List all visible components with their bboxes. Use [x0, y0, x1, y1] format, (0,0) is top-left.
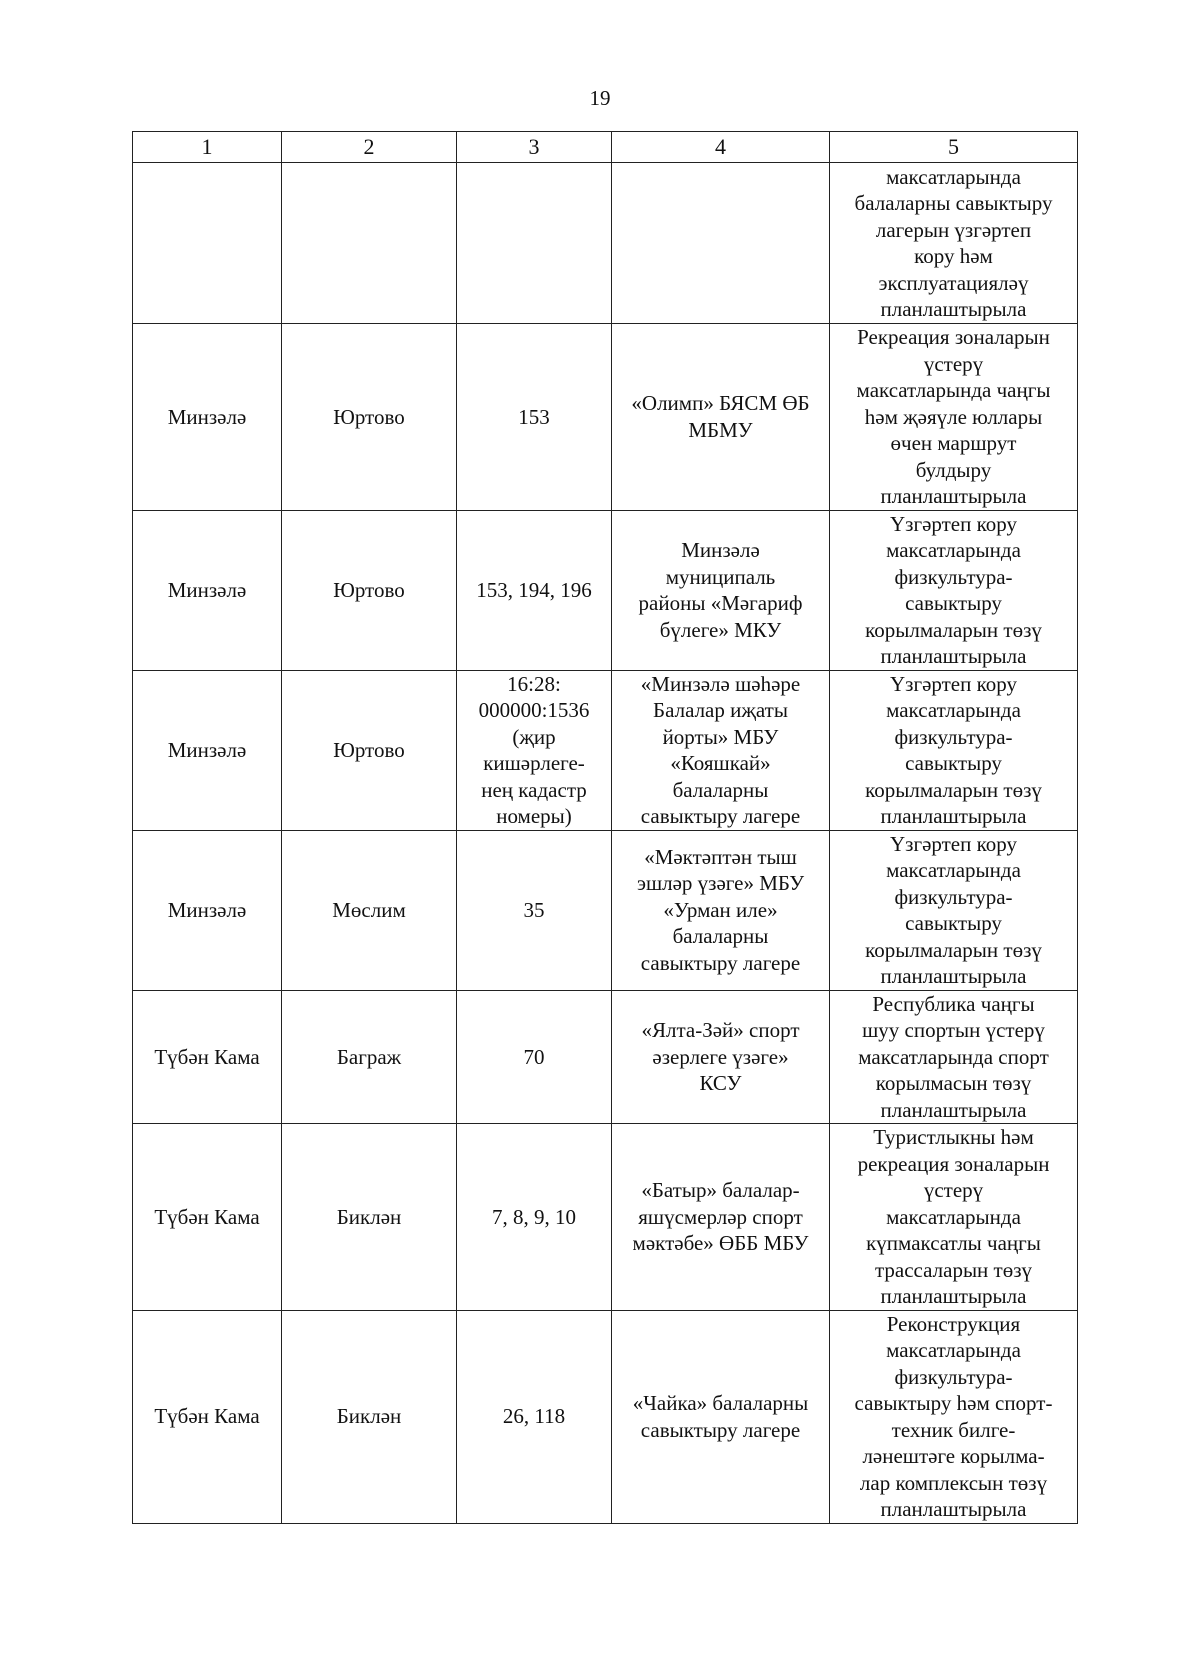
cell-text-line: МБМУ	[688, 417, 753, 442]
cell-text-line: Үзгәртеп кору	[890, 511, 1017, 536]
organization-cell	[612, 830, 830, 990]
cell-text-line: 26, 118	[502, 1404, 566, 1429]
cell-text-line: физкультура-	[894, 724, 1013, 749]
page-number: 19	[589, 86, 611, 110]
cell-text-line: 153, 194, 196	[476, 577, 592, 602]
organization-cell	[612, 1310, 830, 1523]
cell-text-line: эшләр үзәге» МБУ	[636, 871, 805, 896]
cell-text-line: Минзәлә	[167, 404, 247, 429]
settlement-cell	[282, 163, 457, 324]
cell-text-line: районы «Мәгариф	[638, 591, 803, 615]
cell-text-line: бүлеге» МКУ	[659, 617, 782, 642]
table-row	[133, 670, 1078, 830]
quarters-cell	[457, 1124, 612, 1311]
cell-text-line: шуу спортын үстерү	[862, 1018, 1045, 1042]
cell-text-line: «Кояшкай»	[670, 751, 771, 775]
settlement-cell	[282, 990, 457, 1124]
cell-text-line: күпмаксатлы чаңгы	[866, 1231, 1041, 1255]
cell-text-line: Баграж	[336, 1044, 402, 1069]
cell-text-line: техник билге-	[891, 1417, 1016, 1442]
district-cell	[133, 670, 282, 830]
cell-text-line: планлаштырыла	[880, 297, 1027, 321]
cell-text-line: савыктыру	[905, 591, 1002, 615]
cell-text-line: Түбән Кама	[154, 1204, 260, 1229]
header-row	[133, 132, 1078, 163]
cell-text-line: лар комплексын төзү	[859, 1470, 1048, 1495]
column-header-4: 4	[612, 132, 830, 163]
cell-text-line: планлаштырыла	[880, 1284, 1027, 1308]
cell-text-line: нең кадастр	[481, 777, 587, 802]
cell-text-line: планлаштырыла	[880, 804, 1027, 828]
organization-cell	[612, 670, 830, 830]
cell-text-line: корылмасын төзү	[875, 1071, 1032, 1095]
cell-text-line: максатларында	[886, 1338, 1021, 1362]
cell-text-line: «Мәктәптән тыш	[644, 844, 797, 869]
cell-text-line: рекреация зоналарын	[857, 1151, 1050, 1176]
cell-text-line: эксплуатацияләү	[878, 270, 1029, 295]
settlement-cell	[282, 1310, 457, 1523]
cell-text-line: Түбән Кама	[154, 1044, 260, 1069]
cell-text-line: 7, 8, 9, 10	[492, 1204, 576, 1229]
cell-text-line: максатларында	[886, 1204, 1021, 1229]
district-cell	[133, 990, 282, 1124]
quarters-cell	[457, 510, 612, 670]
cell-text-line: Балалар иҗаты	[653, 698, 788, 722]
cell-text-line: планлаштырыла	[880, 644, 1027, 668]
district-cell	[133, 324, 282, 511]
cell-text-line: 153	[518, 404, 550, 429]
table-row	[133, 324, 1078, 511]
district-cell	[133, 163, 282, 324]
organization-cell	[612, 510, 830, 670]
cell-text-line: яшүсмерләр спорт	[638, 1204, 803, 1229]
cell-text-line: Республика чаңгы	[872, 991, 1035, 1016]
table-row	[133, 510, 1078, 670]
cell-text-line: 70	[523, 1044, 545, 1069]
cell-text-line: «Чайка» балаларны	[632, 1391, 809, 1415]
cell-text-line: балаларны савыктыру	[854, 191, 1053, 215]
cell-text-line: булдыру	[915, 457, 992, 482]
cell-text-line: (җир	[512, 724, 556, 749]
column-header-2: 2	[282, 132, 457, 163]
district-cell	[133, 1124, 282, 1311]
cell-text-line: Туристлыкны һәм	[873, 1125, 1034, 1149]
column-header-5: 5	[830, 132, 1078, 163]
table-row	[133, 1310, 1078, 1523]
cell-text-line: 16:28:	[507, 671, 561, 696]
organization-cell	[612, 163, 830, 324]
cell-text-line: үстерү	[923, 1178, 984, 1202]
quarters-cell	[457, 163, 612, 324]
cell-text-line: корылмаларын төзү	[865, 617, 1042, 642]
cell-text-line: «Ялта-Зәй» спорт	[641, 1018, 800, 1042]
cell-text-line: планлаштырыла	[880, 1097, 1027, 1122]
quarters-cell	[457, 324, 612, 511]
column-header-3: 3	[457, 132, 612, 163]
purpose-cell	[830, 670, 1078, 830]
cell-text-line: балаларны	[672, 777, 769, 802]
quarters-cell	[457, 830, 612, 990]
cell-text-line: планлаштырыла	[880, 964, 1027, 988]
cell-text-line: номеры)	[496, 804, 572, 828]
cell-text-line: ләнештәге корылма-	[862, 1444, 1045, 1468]
table-body	[133, 163, 1078, 1524]
table-row	[133, 163, 1078, 324]
table-row	[133, 1124, 1078, 1311]
cell-text-line: физкультура-	[894, 1364, 1013, 1389]
cell-text-line: үстерү	[923, 351, 984, 376]
table-row	[133, 830, 1078, 990]
cell-text-line: Биклән	[336, 1204, 402, 1229]
column-header-1: 1	[133, 132, 282, 163]
district-cell	[133, 830, 282, 990]
cell-text-line: Минзәлә	[167, 897, 247, 922]
cell-text-line: һәм җәяүле юллары	[864, 404, 1043, 429]
cell-text-line: Мөслим	[332, 897, 406, 922]
purpose-cell	[830, 1124, 1078, 1311]
cell-text-line: максатларында	[886, 164, 1021, 189]
cell-text-line: мәктәбе» ӨББ МБУ	[632, 1231, 809, 1255]
cell-text-line: 000000:1536	[478, 698, 590, 722]
cell-text-line: савыктыру лагере	[640, 950, 801, 975]
quarters-cell	[457, 990, 612, 1124]
cell-text-line: Реконструкция	[886, 1311, 1021, 1336]
purpose-cell	[830, 324, 1078, 511]
cell-text-line: савыктыру лагере	[640, 1417, 801, 1442]
district-cell	[133, 510, 282, 670]
cell-text-line: кору һәм	[914, 244, 993, 268]
cell-text-line: Юртово	[333, 737, 405, 762]
settlement-cell	[282, 324, 457, 511]
cell-text-line: Юртово	[333, 577, 405, 602]
cell-text-line: планлаштырыла	[880, 1497, 1027, 1521]
cell-text-line: савыктыру һәм спорт-	[854, 1391, 1053, 1415]
cell-text-line: йорты» МБУ	[662, 724, 779, 749]
cell-text-line: Минзәлә	[167, 577, 247, 602]
cell-text-line: «Минзәлә шәһәре	[640, 671, 801, 696]
cell-text-line: «Батыр» балалар-	[641, 1178, 800, 1202]
settlement-cell	[282, 670, 457, 830]
cell-text-line: максатларында	[886, 538, 1021, 562]
cell-text-line: 35	[523, 897, 545, 922]
purpose-cell	[830, 1310, 1078, 1523]
cell-text-line: Минзәлә	[681, 538, 760, 562]
organization-cell	[612, 990, 830, 1124]
cell-text-line: савыктыру лагере	[640, 804, 801, 828]
cell-text-line: максатларында чаңгы	[856, 378, 1051, 402]
cell-text-line: трассаларын төзү	[874, 1257, 1033, 1282]
cell-text-line: Үзгәртеп кору	[890, 671, 1017, 696]
cell-text-line: планлаштырыла	[880, 484, 1027, 508]
cell-text-line: физкультура-	[894, 564, 1013, 589]
cell-text-line: балаларны	[672, 924, 769, 949]
table-row	[133, 990, 1078, 1124]
cell-text-line: Түбән Кама	[154, 1404, 260, 1429]
quarters-cell	[457, 1310, 612, 1523]
cell-text-line: «Урман иле»	[663, 897, 778, 922]
purpose-cell	[830, 163, 1078, 324]
cell-text-line: өчен маршрут	[890, 431, 1017, 455]
purpose-cell	[830, 510, 1078, 670]
cell-text-line: савыктыру	[905, 751, 1002, 775]
cell-text-line: корылмаларын төзү	[865, 777, 1042, 802]
data-table	[132, 131, 1078, 1524]
cell-text-line: Рекреация зоналарын	[857, 325, 1050, 349]
district-cell	[133, 1310, 282, 1523]
cell-text-line: лагерын үзгәртеп	[875, 217, 1032, 242]
cell-text-line: Юртово	[333, 404, 405, 429]
quarters-cell	[457, 670, 612, 830]
settlement-cell	[282, 510, 457, 670]
cell-text-line: КСУ	[699, 1071, 742, 1095]
cell-text-line: муниципаль	[665, 564, 776, 589]
cell-text-line: корылмаларын төзү	[865, 937, 1042, 962]
cell-text-line: Минзәлә	[167, 737, 247, 762]
cell-text-line: максатларында	[886, 858, 1021, 882]
organization-cell	[612, 1124, 830, 1311]
cell-text-line: максатларында	[886, 698, 1021, 722]
cell-text-line: Биклән	[336, 1404, 402, 1429]
cell-text-line: «Олимп» БЯСМ ӨБ	[631, 391, 810, 416]
settlement-cell	[282, 1124, 457, 1311]
purpose-cell	[830, 990, 1078, 1124]
cell-text-line: Үзгәртеп кору	[890, 831, 1017, 856]
cell-text-line: савыктыру	[905, 911, 1002, 935]
cell-text-line: физкультура-	[894, 884, 1013, 909]
cell-text-line: әзерлеге үзәге»	[652, 1044, 789, 1069]
purpose-cell	[830, 830, 1078, 990]
cell-text-line: кишәрлеге-	[483, 751, 585, 775]
organization-cell	[612, 324, 830, 511]
settlement-cell	[282, 830, 457, 990]
cell-text-line: максатларында спорт	[858, 1044, 1049, 1069]
